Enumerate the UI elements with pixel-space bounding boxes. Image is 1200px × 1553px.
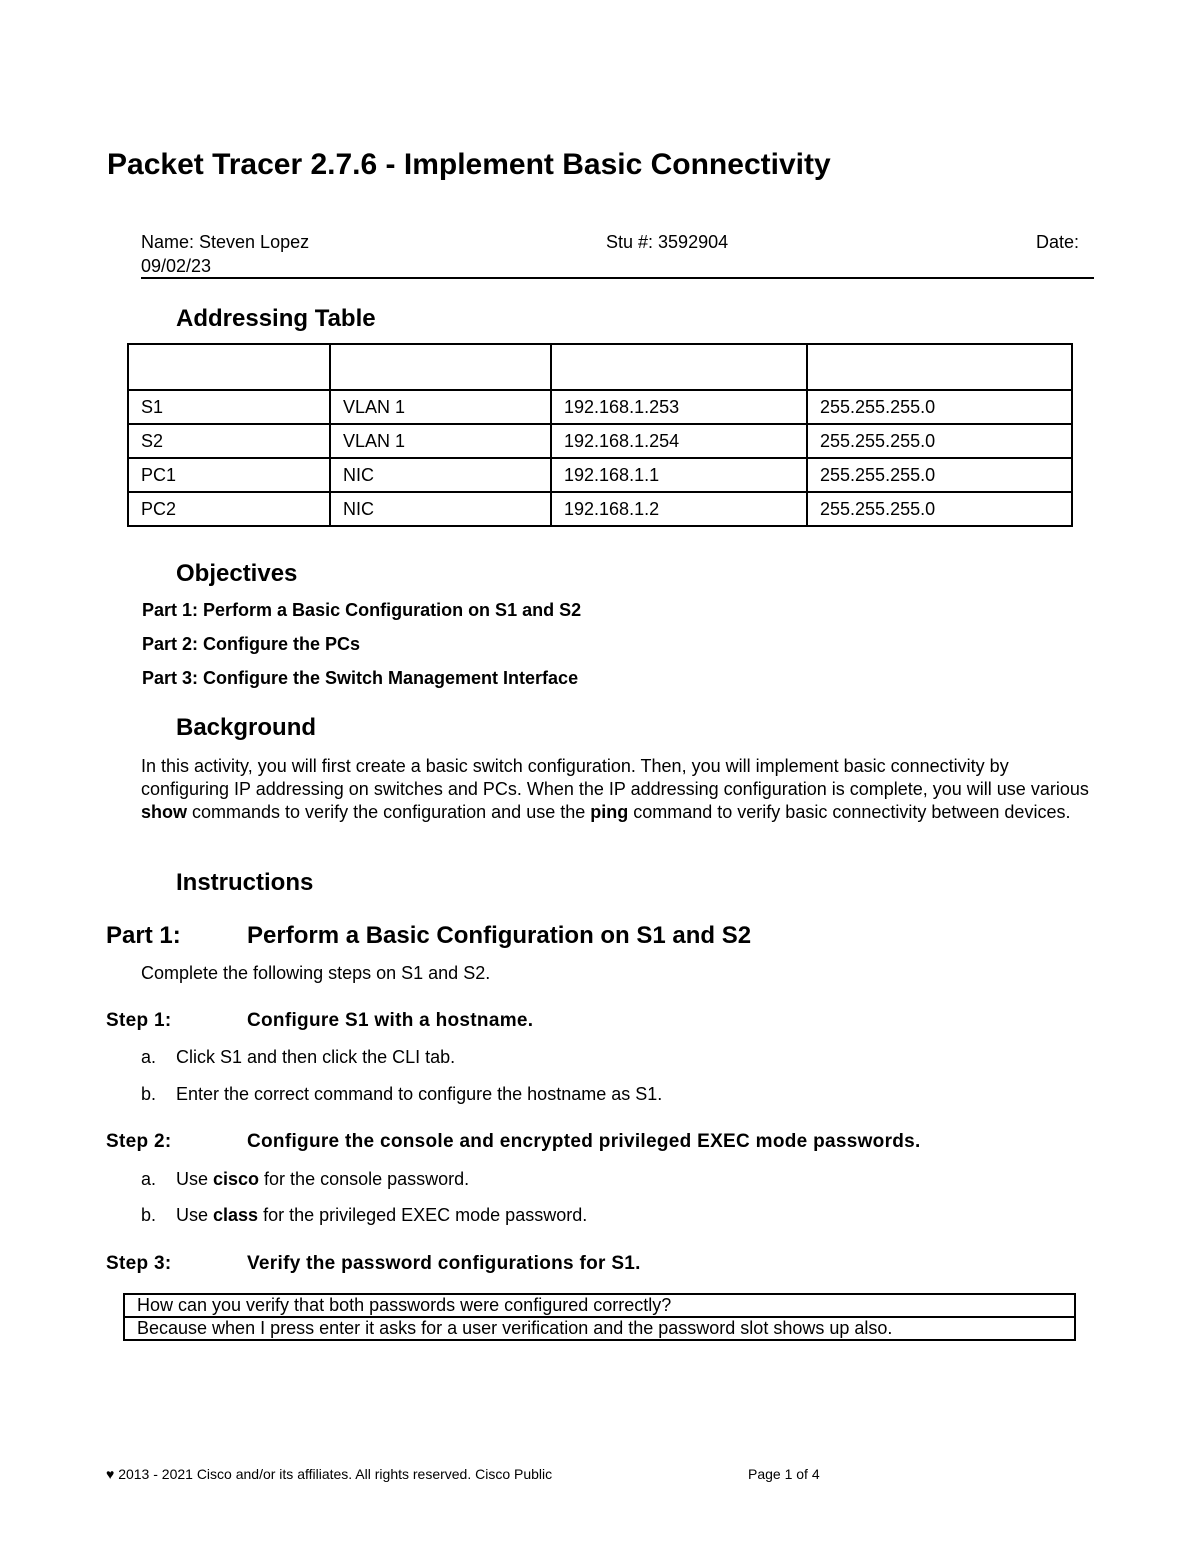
background-text: command to verify basic connectivity between devices. (628, 802, 1071, 822)
subnet-mask-cell: 255.255.255.0 (807, 424, 1072, 458)
device-cell: S1 (128, 390, 330, 424)
table-row (128, 492, 1072, 526)
password-class: class (213, 1205, 259, 1225)
interface-cell: VLAN 1 (330, 424, 551, 458)
list-marker: b. (141, 1084, 157, 1104)
footer-copyright: ♥ 2013 - 2021 Cisco and/or its affiliates. All rights reserved. Cisco Public (106, 1466, 553, 1482)
background-keyword-ping: ping (590, 802, 629, 822)
addressing-table-heading: Addressing Table (176, 305, 376, 332)
background-text: commands to verify the configuration and use the (187, 802, 591, 822)
question-answer-table (123, 1293, 1076, 1341)
step2-item-a (176, 1169, 469, 1190)
interface-cell: VLAN 1 (330, 390, 551, 424)
objective-item: Part 1: Perform a Basic Configuration on S1 and S2 (142, 600, 582, 620)
page-title: Packet Tracer 2.7.6 - Implement Basic Connectivity (107, 148, 831, 181)
table-header-row (128, 344, 1072, 390)
device-cell: S2 (128, 424, 330, 458)
background-keyword-show: show (141, 802, 188, 822)
objective-item: Part 3: Configure the Switch Management Interface (142, 668, 579, 688)
list-marker: a. (141, 1169, 157, 1189)
background-text: In this activity, you will first create a basic switch configuration. Then, you will implement basic connectivity by configuring IP addressing on switches and PCs. When the IP addressing configuration is complete, you will use various (141, 756, 1089, 799)
date-label: Date: (1036, 232, 1080, 252)
date-value: 09/02/23 (141, 256, 212, 276)
ip-address-cell: 192.168.1.2 (551, 492, 807, 526)
ip-address-cell: 192.168.1.253 (551, 390, 807, 424)
item-text: for the console password. (259, 1169, 470, 1189)
step1-item-a: Click S1 and then click the CLI tab. (176, 1047, 456, 1067)
item-text: Use (176, 1205, 214, 1225)
part1-label: Part 1: (106, 922, 181, 949)
objective-item: Part 2: Configure the PCs (142, 634, 361, 654)
table-header-cell (551, 344, 807, 390)
step2-item-b (176, 1205, 587, 1226)
answer-row (124, 1317, 1075, 1340)
student-name: Name: Steven Lopez (141, 232, 310, 252)
student-number: Stu #: 3592904 (606, 232, 729, 252)
table-header-cell (330, 344, 551, 390)
addressing-table (127, 343, 1073, 527)
table-row (128, 390, 1072, 424)
device-cell: PC1 (128, 458, 330, 492)
step3-label: Step 3: (106, 1253, 172, 1274)
answer-cell: Because when I press enter it asks for a user verification and the password slot shows up also. (124, 1317, 1075, 1340)
part1-intro: Complete the following steps on S1 and S2. (141, 963, 491, 983)
step1-label: Step 1: (106, 1010, 172, 1031)
objectives-heading: Objectives (176, 560, 298, 587)
step2-label: Step 2: (106, 1131, 172, 1152)
table-header-cell (807, 344, 1072, 390)
footer-page-number: Page 1 of 4 (748, 1466, 820, 1482)
background-paragraph (141, 755, 1091, 824)
ip-address-cell: 192.168.1.254 (551, 424, 807, 458)
ip-address-cell: 192.168.1.1 (551, 458, 807, 492)
interface-cell: NIC (330, 458, 551, 492)
item-text: for the privileged EXEC mode password. (258, 1205, 588, 1225)
subnet-mask-cell: 255.255.255.0 (807, 458, 1072, 492)
step3-title: Verify the password configurations for S1. (247, 1253, 641, 1274)
instructions-heading: Instructions (176, 869, 314, 896)
step1-item-b: Enter the correct command to configure the hostname as S1. (176, 1084, 663, 1104)
part1-title: Perform a Basic Configuration on S1 and S2 (247, 922, 752, 949)
question-row (124, 1294, 1075, 1317)
header-divider (141, 277, 1094, 279)
password-cisco: cisco (213, 1169, 260, 1189)
interface-cell: NIC (330, 492, 551, 526)
step1-title: Configure S1 with a hostname. (247, 1010, 534, 1031)
list-marker: a. (141, 1047, 157, 1067)
device-cell: PC2 (128, 492, 330, 526)
list-marker: b. (141, 1205, 157, 1225)
background-heading: Background (176, 714, 317, 741)
step2-title: Configure the console and encrypted privileged EXEC mode passwords. (247, 1131, 921, 1152)
table-header-cell (128, 344, 330, 390)
item-text: Use (176, 1169, 214, 1189)
table-row (128, 458, 1072, 492)
subnet-mask-cell: 255.255.255.0 (807, 390, 1072, 424)
table-row (128, 424, 1072, 458)
question-cell: How can you verify that both passwords were configured correctly? (124, 1294, 1075, 1317)
subnet-mask-cell: 255.255.255.0 (807, 492, 1072, 526)
